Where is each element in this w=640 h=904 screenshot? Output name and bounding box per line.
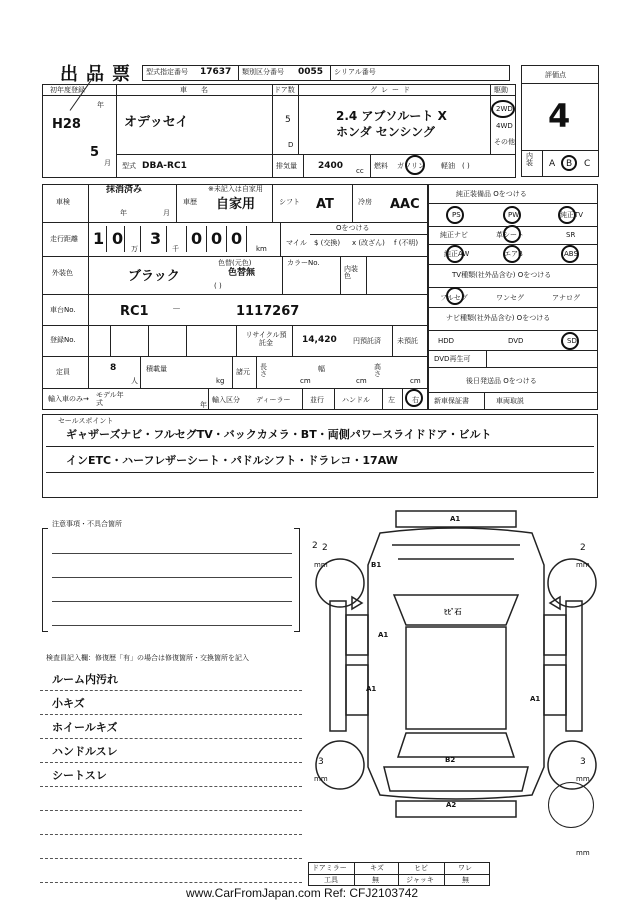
exterior-color: ブラック (128, 269, 180, 284)
diagram-mark: A2 (446, 801, 457, 809)
mileage-digit: 0 (231, 229, 243, 248)
form-title: 出品票 (60, 64, 138, 85)
diagram-mark: A1 (530, 695, 541, 703)
note-item: ハンドルスレ (52, 745, 118, 758)
equip-aw-circle (446, 245, 464, 263)
first-reg-month: 5 (90, 145, 100, 160)
note-item: ホイールキズ (52, 721, 118, 734)
ac-value: AAC (390, 197, 420, 212)
model-designation-box (142, 65, 510, 81)
mileage-digit: 1 (93, 229, 105, 248)
category-value: 0055 (298, 67, 324, 77)
handle-right-circle (405, 389, 423, 407)
equip-abs-circle (561, 245, 579, 263)
tv-fullseg-circle (446, 287, 464, 305)
model-designation-value: 17637 (200, 67, 232, 77)
mileage-digit: 0 (191, 229, 203, 248)
sales-line2: インETC・ハーフレザーシート・パドルシフト・ドラレコ・17AW (66, 454, 398, 467)
doors-value: 5 (285, 115, 291, 125)
tire-bracket-rr: 3 (580, 757, 586, 767)
diagram-mark: B2 (445, 756, 456, 764)
diagram-mark: A1 (450, 515, 461, 523)
mileage-digit: 0 (112, 229, 124, 248)
mileage-digit: 3 (150, 229, 162, 248)
recycle-value: 14,420 (302, 335, 337, 345)
chassis-prefix: RC1 (120, 304, 149, 319)
displacement-value: 2400 (318, 161, 344, 171)
diagram-mark: A1 (366, 685, 377, 693)
mileage-digit: 0 (211, 229, 223, 248)
chassis-number: 1117267 (236, 304, 300, 319)
tire-bracket-rl: 3 (318, 757, 324, 767)
history-value: 自家用 (216, 197, 256, 212)
repaint-value: 色替無 (228, 268, 256, 278)
capacity-value: 8 (110, 363, 117, 373)
tire-bracket-fl: 2 (322, 543, 328, 553)
navi-sd-circle (561, 332, 579, 350)
car-name: オデッセイ (124, 115, 189, 130)
equip-leather-circle (503, 225, 521, 243)
sales-line1: ギャザーズナビ・フルセグTV・バックカメラ・BT・両側パワースライドドア・ビルト (66, 428, 492, 441)
equip-tv-circle (558, 206, 576, 224)
diagram-mark: ﾋﾋﾞ石 (444, 608, 462, 616)
diagram-mark: A1 (378, 631, 389, 639)
equip-pw-circle (503, 206, 521, 224)
first-reg-year: H28 (52, 117, 81, 132)
note-item: シートスレ (52, 769, 107, 782)
grade-line1: 2.4 アブソルート X (336, 109, 447, 123)
diagram-mark: B1 (371, 561, 382, 569)
interior-grade-circle (561, 155, 577, 171)
spare-tire-icon (548, 782, 594, 828)
equip-ps-circle (446, 206, 464, 224)
note-item: 小キズ (52, 697, 85, 710)
shift-value: AT (316, 197, 334, 212)
inspection-value: 抹消済み (106, 185, 143, 195)
note-item: ルーム内汚れ (52, 673, 118, 686)
evaluation-score: 4 (548, 97, 571, 135)
fuel-gasoline-circle (405, 155, 425, 175)
model-code: DBA-RC1 (142, 161, 187, 171)
watermark: www.CarFromJapan.com Ref: CFJ2103742 (186, 886, 419, 900)
drive-2wd-circle (491, 100, 515, 118)
tire-bracket-fr: 2 (580, 543, 586, 553)
grade-line2: ホンダ センシング (336, 125, 435, 139)
equip-airbag-circle (503, 245, 521, 263)
